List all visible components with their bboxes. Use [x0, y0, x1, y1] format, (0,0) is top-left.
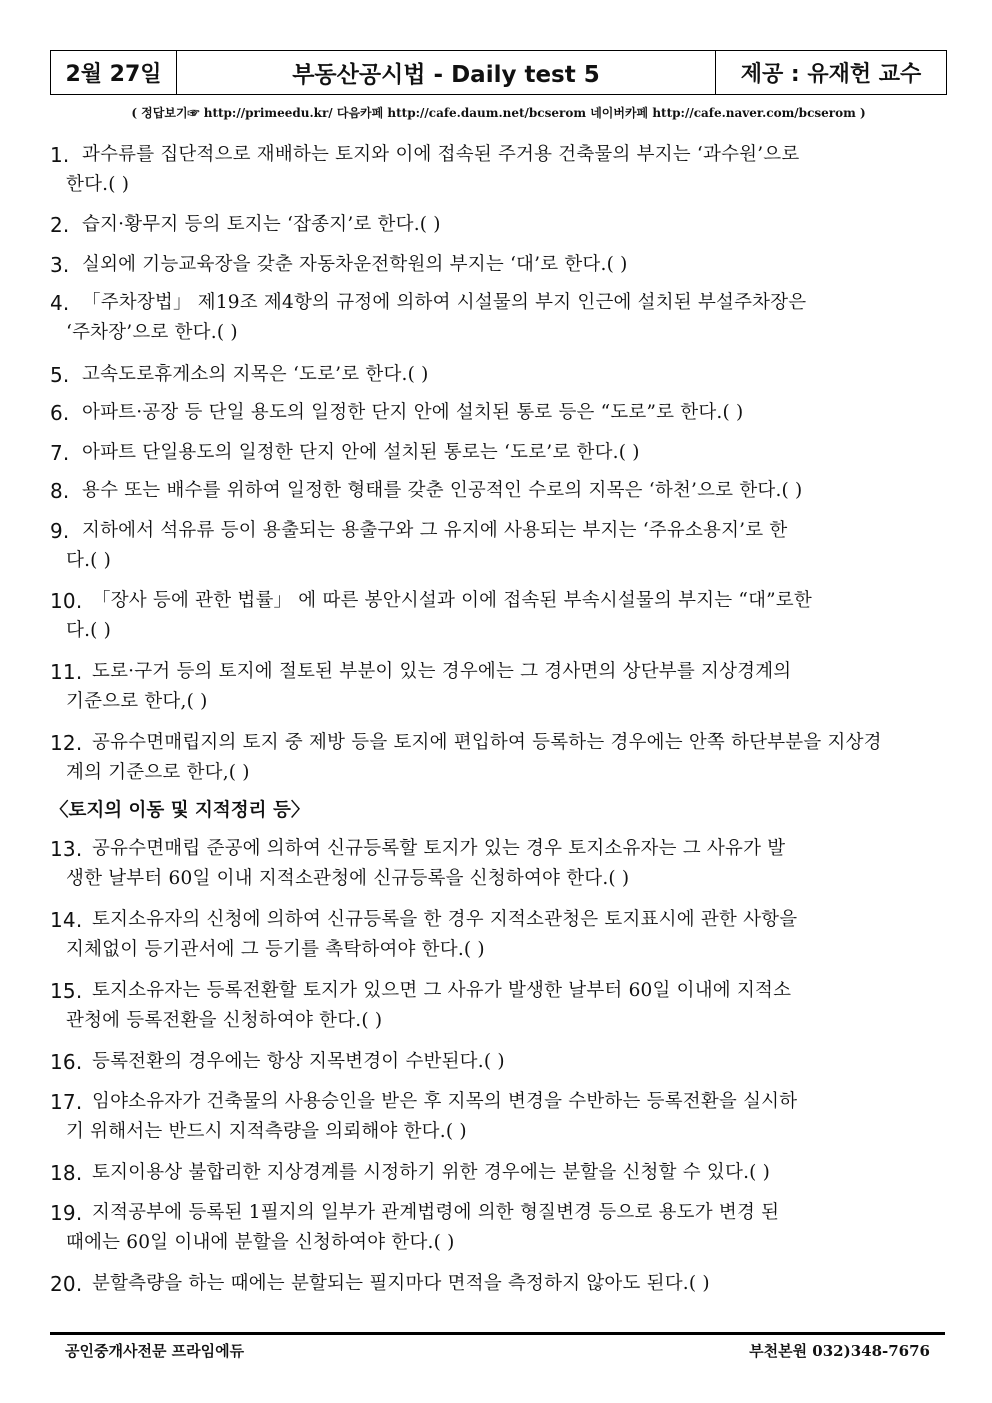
question-number: 8. [50, 479, 70, 503]
question-number: 7. [50, 441, 70, 465]
question-number: 16. [50, 1050, 83, 1074]
question-number: 9. [50, 519, 70, 543]
footer-contact: 부천본원 032)348-7676 [749, 1342, 930, 1360]
question-item [50, 516, 945, 586]
question-item [50, 1269, 945, 1307]
footer-divider [50, 1332, 945, 1335]
header-table [50, 50, 947, 95]
question-number: 17. [50, 1090, 83, 1114]
question-text-line2: 관청에 등록전환을 신청하여야 한다.( ) [66, 1010, 383, 1031]
question-number: 14. [50, 908, 83, 932]
question-number: 18. [50, 1161, 83, 1185]
question-text-line2: ‘주차장’으로 한다.( ) [66, 322, 238, 343]
footer [50, 1340, 930, 1361]
question-number: 11. [50, 660, 83, 684]
question-item [50, 1047, 945, 1087]
question-item [50, 834, 945, 905]
question-item [50, 586, 945, 657]
question-text-line1: 분할측량을 하는 때에는 분할되는 필지마다 면적을 측정하지 않아도 된다.( ) [92, 1273, 710, 1294]
question-item [50, 140, 945, 210]
question-text-line1: 「장사 등에 관한 법률」 에 따른 봉안시설과 이에 접속된 부속시설물의 부지는 “대”로한 [92, 590, 812, 611]
question-number: 6. [50, 401, 70, 425]
question-text-line2: 다.( ) [66, 620, 112, 641]
question-number: 2. [50, 213, 70, 237]
question-text-line1: 고속도로휴게소의 지목은 ‘도로’로 한다.( ) [82, 364, 429, 385]
question-text-line1: 토지이용상 불합리한 지상경계를 시정하기 위한 경우에는 분할을 신청할 수 있다.( ) [92, 1162, 771, 1183]
question-item [50, 360, 945, 398]
question-item [50, 210, 945, 250]
question-number: 13. [50, 837, 83, 861]
question-text-line2: 기 위해서는 반드시 지적측량을 의뢰해야 한다.( ) [66, 1121, 467, 1142]
question-text-line1: 지적공부에 등록된 1필지의 일부가 관계법령에 의한 형질변경 등으로 용도가 변경 된 [92, 1202, 780, 1223]
question-item [50, 1158, 945, 1198]
question-number: 5. [50, 363, 70, 387]
question-text-line1: 용수 또는 배수를 위하여 일정한 형태를 갖춘 인공적인 수로의 지목은 ‘하천’으로 한다.( ) [82, 480, 803, 501]
question-text-line1: 실외에 기능교육장을 갖춘 자동차운전학원의 부지는 ‘대’로 한다.( ) [82, 254, 628, 275]
question-text-line1: 공유수면매립지의 토지 중 제방 등을 토지에 편입하여 등록하는 경우에는 안쪽 하단부분을 지상경 [92, 732, 882, 753]
test-provider: 제공 : 유재헌 교수 [740, 62, 922, 87]
question-item [50, 438, 945, 476]
question-number: 15. [50, 979, 83, 1003]
question-text-line2: 기준으로 한다,( ) [66, 691, 208, 712]
answer-links[interactable]: ( 정답보기☞ http://primeedu.kr/ 다음카페 http://cafe.daum.net/bcserom 네이버카페 http://cafe.naver.com/bcserom ) [131, 106, 866, 120]
question-item [50, 250, 945, 288]
question-text-line2: 생한 날부터 60일 이내 지적소관청에 신규등록을 신청하여야 한다.( ) [66, 868, 630, 889]
question-number: 10. [50, 589, 83, 613]
section-title: 〈토지의 이동 및 지적정리 등〉 [50, 800, 310, 821]
question-number: 19. [50, 1201, 83, 1225]
question-text-line1: 아파트·공장 등 단일 용도의 일정한 단지 안에 설치된 통로 등은 “도로”로 한다.( ) [82, 402, 744, 423]
question-number: 12. [50, 731, 83, 755]
test-title: 부동산공시법 - Daily test 5 [177, 51, 716, 94]
question-text-line1: 과수류를 집단적으로 재배하는 토지와 이에 접속된 주거용 건축물의 부지는 ‘과수원’으로 [82, 144, 800, 165]
question-item [50, 476, 945, 516]
question-list [50, 140, 945, 1307]
question-text-line1: 「주차장법」 제19조 제4항의 규정에 의하여 시설물의 부지 인근에 설치된 부설주차장은 [82, 292, 807, 313]
question-text-line2: 계의 기준으로 한다,( ) [66, 762, 250, 783]
question-text-line2: 다.( ) [66, 550, 112, 571]
question-text-line1: 토지소유자의 신청에 의하여 신규등록을 한 경우 지적소관청은 토지표시에 관한 사항을 [92, 909, 798, 930]
question-item [50, 398, 945, 438]
footer-academy: 공인중개사전문 프라임에듀 [65, 1342, 245, 1360]
question-text-line2: 지체없이 등기관서에 그 등기를 촉탁하여야 한다.( ) [66, 939, 485, 960]
question-text-line1: 등록전환의 경우에는 항상 지목변경이 수반된다.( ) [92, 1051, 505, 1072]
question-item [50, 905, 945, 976]
question-number: 20. [50, 1272, 83, 1296]
question-text-line1: 지하에서 석유류 등이 용출되는 용출구와 그 유지에 사용되는 부지는 ‘주유소용지’로 한 [82, 520, 788, 541]
question-number: 4. [50, 291, 70, 315]
test-date: 2월 27일 [51, 51, 177, 94]
question-item [50, 657, 945, 728]
question-text-line1: 습지·황무지 등의 토지는 ‘잡종지’로 한다.( ) [82, 214, 441, 235]
question-item [50, 728, 945, 796]
question-text-line1: 도로·구거 등의 토지에 절토된 부분이 있는 경우에는 그 경사면의 상단부를 지상경계의 [92, 661, 792, 682]
question-text-line1: 임야소유자가 건축물의 사용승인을 받은 후 지목의 변경을 수반하는 등록전환을 실시하 [92, 1091, 798, 1112]
question-text-line1: 공유수면매립 준공에 의하여 신규등록할 토지가 있는 경우 토지소유자는 그 사유가 발 [92, 838, 786, 859]
question-number: 1. [50, 143, 70, 167]
question-item [50, 976, 945, 1047]
question-text-line1: 아파트 단일용도의 일정한 단지 안에 설치된 통로는 ‘도로’로 한다.( ) [82, 442, 640, 463]
question-text-line1: 토지소유자는 등록전환할 토지가 있으면 그 사유가 발생한 날부터 60일 이내에 지적소 [92, 980, 792, 1001]
question-number: 3. [50, 253, 70, 277]
question-item [50, 1198, 945, 1269]
question-text-line2: 한다.( ) [66, 174, 130, 195]
question-item [50, 288, 945, 360]
question-text-line2: 때에는 60일 이내에 분할을 신청하여야 한다.( ) [66, 1232, 455, 1253]
question-item [50, 1087, 945, 1158]
